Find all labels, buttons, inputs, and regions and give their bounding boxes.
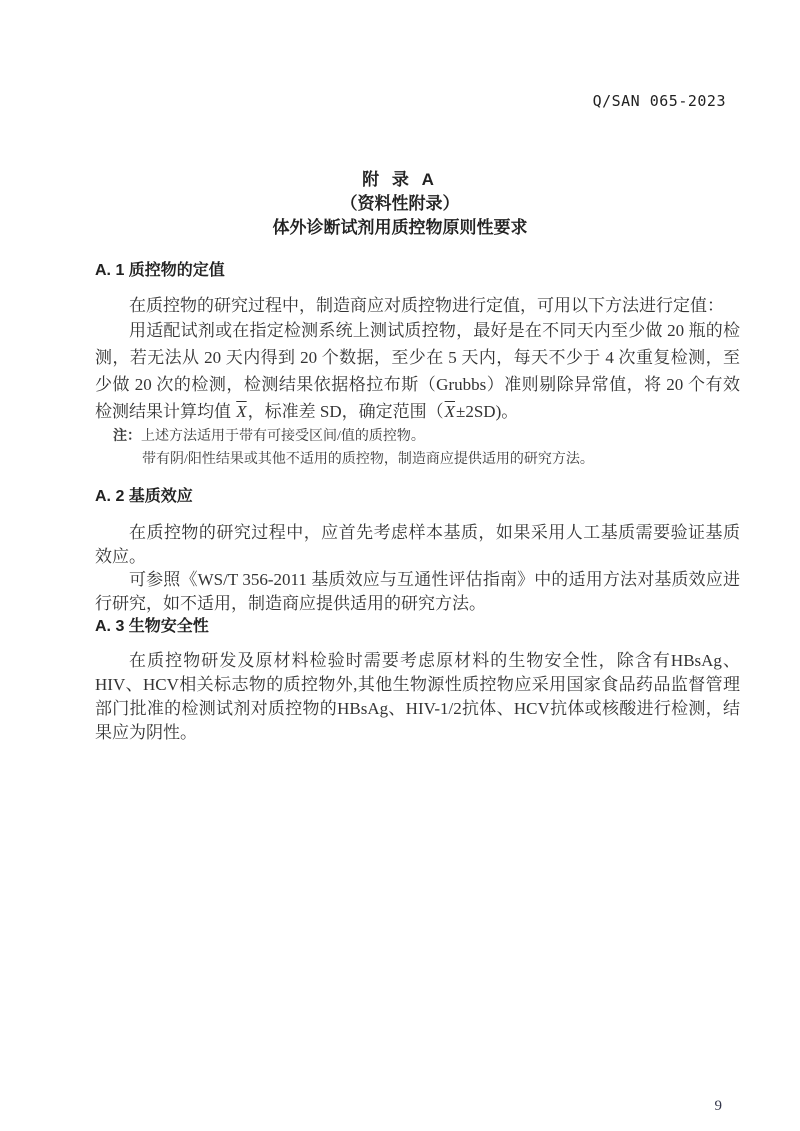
section-a1-paragraph-2 — [95, 317, 740, 425]
section-a3-heading: A. 3 生物安全性 — [95, 618, 209, 635]
section-a1-paragraph-1: 在质控物的研究过程中，制造商应对质控物进行定值，可用以下方法进行定值： — [129, 296, 724, 315]
note-line-1 — [113, 424, 673, 448]
appendix-title-block — [0, 168, 800, 240]
section-a1-note — [113, 424, 673, 471]
section-a2-body — [95, 521, 740, 615]
page-number: 9 — [714, 1098, 722, 1114]
section-a2-paragraph-2: 可参照《WS/T 356-2011 基质效应与互通性评估指南》中的适用方法对基质效应进行研究，如不适用，制造商应提供适用的研究方法。 — [95, 570, 740, 613]
section-a1-paragraph-2-text: 用适配试剂或在指定检测系统上测试质控物，最好是在不同天内至少做 20 瓶的检测，若无法从 20 天内得到 20 个数据，至少在 5 天内，每天不少于 4 次重复检测，至少做 20 次的检测，检测结果依据格拉布斯（Grubbs）准则剔除异常值，将 20 个有效检测结果计算均值 — [95, 321, 740, 421]
appendix-subtitle: （资料性附录） — [340, 194, 460, 213]
section-a3-body — [95, 649, 740, 745]
section-a2-paragraph-1: 在质控物的研究过程中，应首先考虑样本基质，如果采用人工基质需要验证基质效应。 — [95, 523, 740, 566]
section-a1-paragraph-2-text: ，标准差 SD，确定范围（ — [247, 402, 444, 421]
section-a1-paragraph-2-text: ±2SD)。 — [456, 402, 519, 421]
section-a1-heading: A. 1 质控物的定值 — [95, 262, 225, 279]
standard-code-header: Q/SAN 065-2023 — [592, 92, 726, 110]
x-bar-mean-symbol: $\overline{X}$ — [444, 402, 456, 421]
section-a2-heading: A. 2 基质效应 — [95, 488, 193, 505]
note-text-1: 上述方法适用于带有可接受区间/值的质控物。 — [141, 429, 425, 444]
x-bar-mean-symbol: $\overline{X}$ — [236, 402, 247, 421]
section-a3-paragraph-1: 在质控物研发及原材料检验时需要考虑原材料的生物安全性，除含有HBsAg、HIV、HCV相关标志物的质控物外,其他生物源性质控物应采用国家食品药品监督管理部门批准的检测试剂对质控物的HBsAg、HIV-1/2抗体、HCV抗体或核酸进行检测，结果应为阴性。 — [95, 651, 740, 742]
appendix-name: 体外诊断试剂用质控物原则性要求 — [272, 218, 528, 237]
section-a1-body — [95, 294, 740, 425]
appendix-title: 附 录 A — [362, 170, 438, 189]
note-label: 注： — [113, 427, 141, 443]
note-text-2: 带有阴/阳性结果或其他不适用的质控物，制造商应提供适用的研究方法。 — [142, 452, 594, 467]
